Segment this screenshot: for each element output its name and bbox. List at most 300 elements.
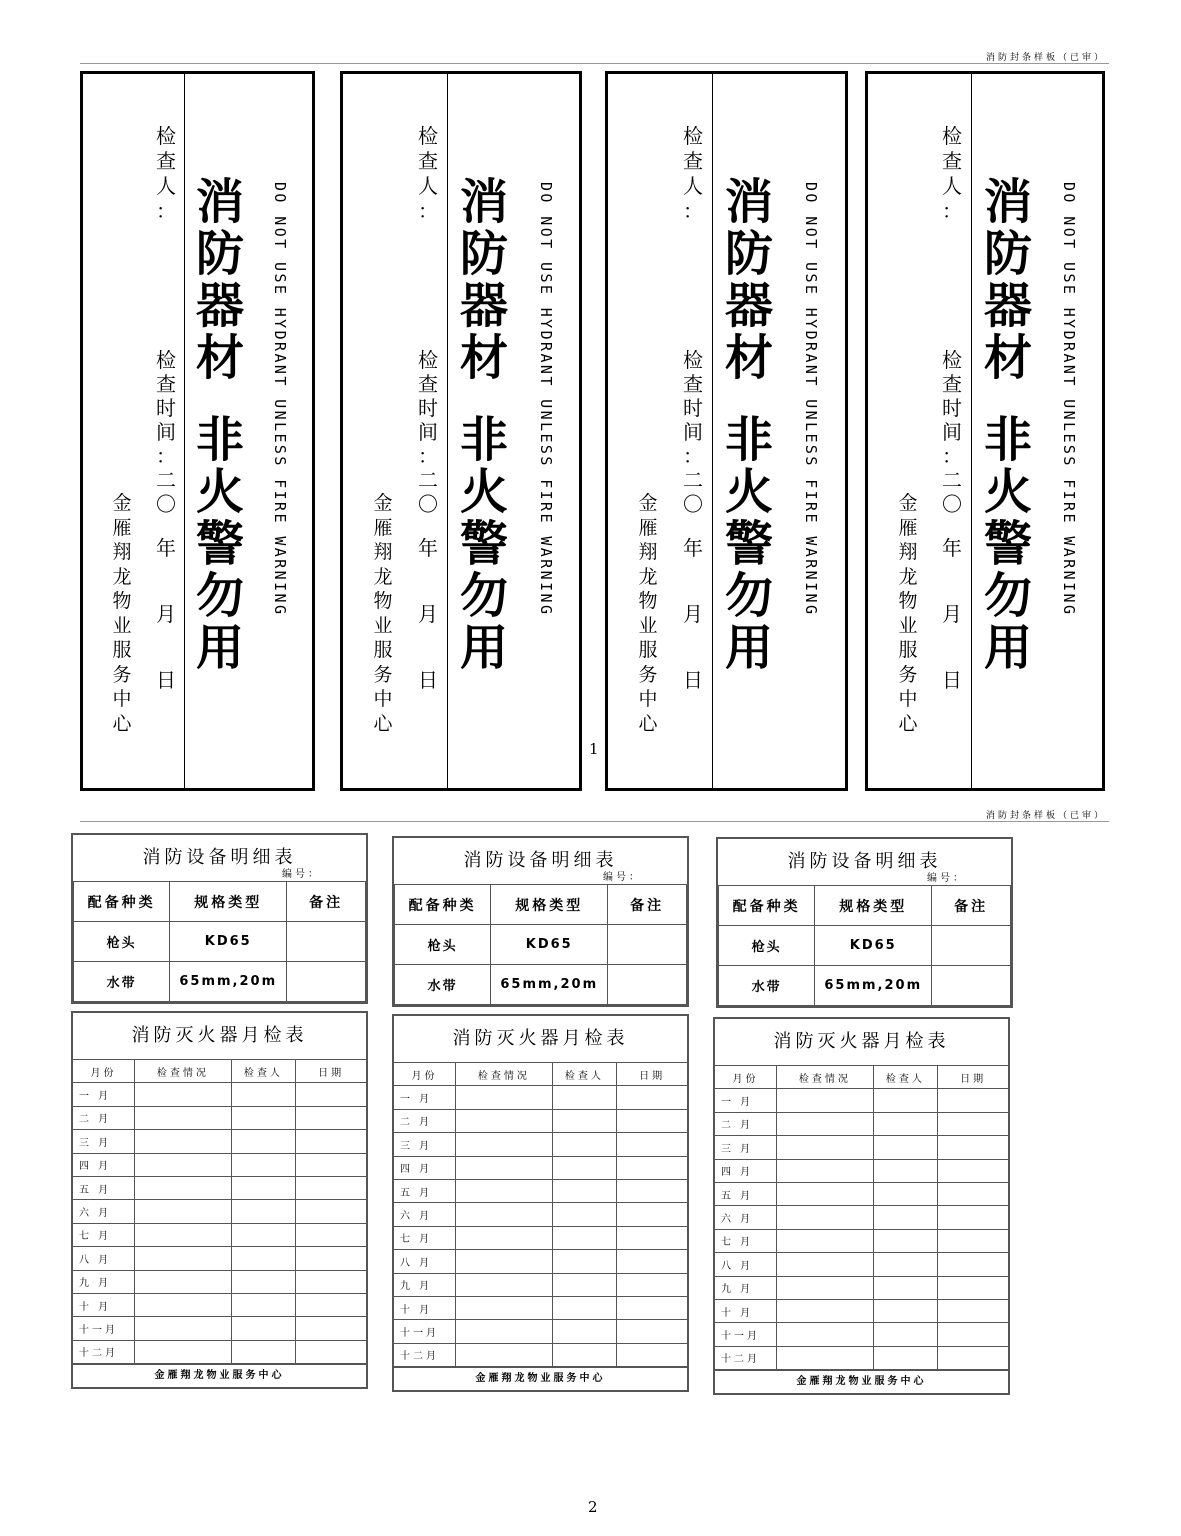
blank-cell[interactable] [617, 1296, 687, 1319]
vertical-char: 检 [683, 124, 703, 148]
blank-cell[interactable] [873, 1323, 937, 1346]
blank-cell[interactable] [456, 1273, 553, 1296]
month-cell: 三 月 [394, 1133, 456, 1156]
blank-cell[interactable] [296, 1293, 366, 1316]
blank-cell[interactable] [456, 1086, 553, 1109]
table-row [715, 1112, 1008, 1135]
table-row [73, 1130, 366, 1153]
blank-cell[interactable] [938, 1112, 1008, 1135]
strip-divider [971, 74, 972, 788]
table-row [73, 1200, 366, 1223]
company-name [372, 494, 394, 739]
blank-cell[interactable] [617, 1320, 687, 1343]
vertical-char: 〇 [942, 492, 962, 516]
header-rule [80, 821, 1109, 822]
company-footer: 金雁翔龙物业服务中心 [715, 1370, 1008, 1393]
blank-cell[interactable] [135, 1130, 232, 1153]
blank-cell[interactable] [777, 1136, 874, 1159]
blank-cell[interactable] [552, 1296, 616, 1319]
blank-cell[interactable] [135, 1317, 232, 1340]
blank-cell[interactable] [456, 1250, 553, 1273]
blank-cell[interactable] [231, 1247, 295, 1270]
vertical-char: 防 [724, 226, 773, 282]
vertical-char: 〇 [683, 492, 703, 516]
vertical-char: 材 [724, 330, 773, 386]
year-label: 年 [683, 536, 703, 560]
vertical-char: 金 [373, 492, 393, 514]
blank-cell[interactable] [938, 1206, 1008, 1229]
column-header: 检查情况 [135, 1060, 232, 1083]
blank-cell[interactable] [938, 1159, 1008, 1182]
month-label: 月 [418, 602, 438, 626]
seal-title [457, 174, 511, 676]
vertical-char: 消 [195, 174, 244, 230]
blank-cell[interactable] [873, 1112, 937, 1135]
blank-cell[interactable] [135, 1153, 232, 1176]
vertical-char: 检 [942, 124, 962, 148]
monthly-check-title: 消防灭火器月检表 [715, 1019, 1008, 1066]
blank-cell[interactable] [777, 1323, 874, 1346]
vertical-char: 防 [983, 226, 1032, 282]
vertical-char: 心 [373, 712, 393, 735]
vertical-char: ： [683, 199, 703, 223]
column-header: 日期 [617, 1063, 687, 1086]
blank-cell[interactable] [231, 1200, 295, 1223]
blank-cell[interactable] [231, 1340, 295, 1363]
strip-divider [712, 74, 713, 788]
column-header: 备注 [932, 886, 1011, 926]
seal-strip [865, 71, 1105, 791]
table-header-row [719, 886, 1011, 926]
blank-cell[interactable] [552, 1156, 616, 1179]
blank-cell[interactable] [873, 1253, 937, 1276]
blank-cell[interactable] [135, 1247, 232, 1270]
monthly-check-grid [394, 1063, 687, 1367]
column-header: 规格类型 [491, 885, 608, 925]
equipment-table-title: 消防设备明细表 [142, 847, 297, 868]
vertical-char: 翔 [638, 541, 658, 563]
blank-cell[interactable] [873, 1136, 937, 1159]
blank-cell[interactable] [231, 1293, 295, 1316]
blank-cell[interactable] [777, 1229, 874, 1252]
vertical-char: 警 [459, 516, 508, 572]
blank-cell[interactable] [873, 1206, 937, 1229]
table-header-row [73, 1060, 366, 1083]
vertical-char: 器 [983, 278, 1032, 334]
blank-cell[interactable] [231, 1083, 295, 1106]
vertical-char: 检 [683, 348, 703, 372]
blank-cell[interactable] [617, 1109, 687, 1132]
blank-cell[interactable] [456, 1133, 553, 1156]
blank-cell[interactable] [231, 1223, 295, 1246]
blank-cell[interactable] [777, 1253, 874, 1276]
page-number: 1 [589, 740, 599, 758]
blank-cell[interactable] [296, 1247, 366, 1270]
blank-cell[interactable] [135, 1223, 232, 1246]
table-row [715, 1089, 1008, 1112]
blank-cell[interactable] [456, 1156, 553, 1179]
vertical-char: ： [156, 444, 176, 468]
seal-strip [340, 71, 582, 791]
column-header: 备注 [287, 882, 366, 922]
month-cell: 九 月 [715, 1276, 777, 1299]
month-cell: 五 月 [73, 1176, 135, 1199]
month-cell: 六 月 [73, 1200, 135, 1223]
vertical-char: 间 [683, 420, 703, 444]
vertical-char: 龙 [373, 565, 393, 588]
vertical-char: 务 [898, 663, 918, 686]
column-header: 配备种类 [74, 882, 170, 922]
table-row [395, 965, 687, 1005]
blank-cell[interactable] [938, 1253, 1008, 1276]
equipment-table [71, 833, 368, 1004]
blank-cell[interactable] [873, 1276, 937, 1299]
vertical-char: 人 [942, 174, 962, 198]
vertical-char: 检 [418, 124, 438, 148]
blank-cell[interactable] [456, 1343, 553, 1366]
vertical-char: 查 [942, 149, 962, 173]
column-header: 月份 [394, 1063, 456, 1086]
monthly-check-grid [73, 1060, 366, 1364]
blank-cell[interactable] [777, 1276, 874, 1299]
blank-cell[interactable] [296, 1223, 366, 1246]
blank-cell[interactable] [456, 1179, 553, 1202]
seal-strip [80, 71, 315, 791]
blank-cell[interactable] [135, 1176, 232, 1199]
blank-cell[interactable] [296, 1130, 366, 1153]
table-row [394, 1203, 687, 1226]
vertical-char: 用 [195, 620, 244, 676]
table-cell: KD65 [815, 926, 932, 966]
day-label: 日 [418, 668, 438, 692]
month-cell: 七 月 [73, 1223, 135, 1246]
vertical-char: 金 [638, 492, 658, 514]
table-row [73, 1083, 366, 1106]
blank-cell[interactable] [617, 1133, 687, 1156]
blank-cell[interactable] [873, 1182, 937, 1205]
vertical-char: 间 [942, 420, 962, 444]
blank-cell[interactable] [231, 1130, 295, 1153]
table-cell [932, 926, 1011, 966]
blank-cell[interactable] [456, 1296, 553, 1319]
blank-cell[interactable] [552, 1343, 616, 1366]
vertical-char: 务 [638, 663, 658, 686]
english-warning: DO NOT USE HYDRANT UNLESS FIRE WARNING [537, 182, 555, 617]
column-header: 备注 [608, 885, 687, 925]
table-cell [287, 962, 366, 1002]
blank-cell[interactable] [296, 1106, 366, 1129]
vertical-char: 检 [942, 348, 962, 372]
vertical-char: 勿 [983, 568, 1032, 624]
seal-title [722, 174, 776, 676]
month-cell: 二 月 [394, 1109, 456, 1132]
vertical-char: 器 [724, 278, 773, 334]
vertical-char: 用 [459, 620, 508, 676]
inspector-label [154, 126, 178, 226]
vertical-char: 业 [112, 614, 132, 637]
month-cell: 八 月 [394, 1250, 456, 1273]
table-row [73, 1247, 366, 1270]
column-header: 配备种类 [395, 885, 491, 925]
header-note: 消防封条样板（已审） [985, 811, 1106, 821]
blank-cell[interactable] [617, 1343, 687, 1366]
table-cell [287, 922, 366, 962]
month-cell: 一 月 [73, 1083, 135, 1106]
column-header: 配备种类 [719, 886, 815, 926]
vertical-char: 雁 [112, 516, 132, 539]
blank-cell[interactable] [777, 1112, 874, 1135]
month-cell: 十 月 [394, 1296, 456, 1319]
table-row [394, 1109, 687, 1132]
vertical-char: 警 [195, 516, 244, 572]
blank-cell[interactable] [617, 1226, 687, 1249]
blank-cell[interactable] [296, 1340, 366, 1363]
month-cell: 十一月 [394, 1320, 456, 1343]
header-rule [80, 63, 1109, 64]
blank-cell[interactable] [231, 1270, 295, 1293]
month-cell: 三 月 [73, 1130, 135, 1153]
vertical-char: 〇 [156, 492, 176, 516]
blank-cell[interactable] [617, 1156, 687, 1179]
vertical-char: 物 [373, 590, 393, 612]
vertical-char: 物 [898, 590, 918, 612]
vertical-char: 翔 [373, 541, 393, 563]
inspector-label [940, 126, 964, 226]
blank-cell[interactable] [552, 1273, 616, 1296]
month-cell: 一 月 [394, 1086, 456, 1109]
table-header-row [394, 1063, 687, 1086]
table-row [394, 1133, 687, 1156]
vertical-char: 火 [724, 464, 773, 520]
blank-cell[interactable] [938, 1229, 1008, 1252]
vertical-char: 消 [724, 174, 773, 230]
table-cell: 65mm,20m [170, 962, 287, 1002]
blank-cell[interactable] [617, 1179, 687, 1202]
blank-cell[interactable] [873, 1089, 937, 1112]
table-row [715, 1299, 1008, 1322]
blank-cell[interactable] [552, 1086, 616, 1109]
blank-cell[interactable] [231, 1317, 295, 1340]
blank-cell[interactable] [777, 1159, 874, 1182]
blank-cell[interactable] [777, 1206, 874, 1229]
blank-cell[interactable] [552, 1226, 616, 1249]
vertical-char: 非 [724, 412, 773, 468]
blank-cell[interactable] [456, 1320, 553, 1343]
table-row [715, 1159, 1008, 1182]
table-row [394, 1250, 687, 1273]
column-header: 规格类型 [815, 886, 932, 926]
vertical-char: 〇 [418, 492, 438, 516]
english-warning: DO NOT USE HYDRANT UNLESS FIRE WARNING [271, 182, 289, 617]
blank-cell[interactable] [777, 1346, 874, 1369]
vertical-char: 心 [898, 712, 918, 735]
table-row [73, 1340, 366, 1363]
column-header: 检查情况 [777, 1066, 874, 1089]
blank-cell[interactable] [617, 1086, 687, 1109]
vertical-char: 火 [983, 464, 1032, 520]
blank-cell[interactable] [135, 1083, 232, 1106]
blank-cell[interactable] [617, 1250, 687, 1273]
month-cell: 七 月 [394, 1226, 456, 1249]
blank-cell[interactable] [296, 1317, 366, 1340]
month-cell: 十二月 [73, 1340, 135, 1363]
blank-cell[interactable] [456, 1109, 553, 1132]
blank-cell[interactable] [938, 1136, 1008, 1159]
vertical-char: 消 [459, 174, 508, 230]
vertical-char: 材 [195, 330, 244, 386]
seal-strip [605, 71, 848, 791]
vertical-char: 服 [638, 639, 658, 661]
vertical-char: ： [156, 199, 176, 223]
blank-cell[interactable] [938, 1323, 1008, 1346]
year-label: 年 [942, 536, 962, 560]
month-label: 月 [683, 602, 703, 626]
table-row [715, 1323, 1008, 1346]
table-row [73, 1293, 366, 1316]
blank-cell[interactable] [552, 1109, 616, 1132]
vertical-char: 务 [112, 663, 132, 686]
blank-cell[interactable] [552, 1203, 616, 1226]
table-row [73, 1176, 366, 1199]
vertical-char: 时 [418, 396, 438, 420]
blank-cell[interactable] [777, 1089, 874, 1112]
vertical-char: 警 [724, 516, 773, 572]
table-row [73, 1153, 366, 1176]
month-cell: 六 月 [715, 1206, 777, 1229]
blank-cell[interactable] [135, 1340, 232, 1363]
inspection-date [940, 350, 964, 694]
blank-cell[interactable] [296, 1270, 366, 1293]
month-cell: 十二月 [715, 1346, 777, 1369]
vertical-char: 中 [112, 688, 132, 710]
blank-cell[interactable] [938, 1299, 1008, 1322]
month-label: 月 [942, 602, 962, 626]
blank-cell[interactable] [617, 1273, 687, 1296]
month-cell: 十二月 [394, 1343, 456, 1366]
equipment-grid [73, 881, 366, 1002]
company-footer: 金雁翔龙物业服务中心 [394, 1367, 687, 1390]
english-warning: DO NOT USE HYDRANT UNLESS FIRE WARNING [1060, 182, 1078, 617]
blank-cell[interactable] [231, 1106, 295, 1129]
column-header: 检查人 [231, 1060, 295, 1083]
vertical-char: 防 [195, 226, 244, 282]
vertical-char: ： [683, 444, 703, 468]
table-row [715, 1346, 1008, 1369]
blank-cell[interactable] [296, 1083, 366, 1106]
equipment-table-title: 消防设备明细表 [463, 850, 618, 871]
year-label: 年 [156, 536, 176, 560]
month-cell: 三 月 [715, 1136, 777, 1159]
month-cell: 五 月 [715, 1182, 777, 1205]
blank-cell[interactable] [135, 1293, 232, 1316]
vertical-char: 雁 [373, 516, 393, 539]
blank-cell[interactable] [938, 1182, 1008, 1205]
blank-cell[interactable] [135, 1106, 232, 1129]
vertical-char: 勿 [195, 568, 244, 624]
table-cell: 水带 [719, 966, 815, 1006]
table-row [73, 1270, 366, 1293]
blank-cell[interactable] [777, 1299, 874, 1322]
month-cell: 二 月 [715, 1112, 777, 1135]
table-row [394, 1296, 687, 1319]
blank-cell[interactable] [231, 1176, 295, 1199]
vertical-char: 检 [156, 348, 176, 372]
blank-cell[interactable] [552, 1250, 616, 1273]
blank-cell[interactable] [135, 1270, 232, 1293]
blank-cell[interactable] [456, 1203, 553, 1226]
serial-number-label: 编号： [927, 873, 966, 884]
inspector-label [416, 126, 440, 226]
blank-cell[interactable] [552, 1133, 616, 1156]
blank-cell[interactable] [873, 1159, 937, 1182]
vertical-char: ： [942, 444, 962, 468]
table-cell: 65mm,20m [815, 966, 932, 1006]
blank-cell[interactable] [873, 1299, 937, 1322]
table-row [74, 962, 366, 1002]
blank-cell[interactable] [938, 1346, 1008, 1369]
month-cell: 九 月 [394, 1273, 456, 1296]
vertical-char: 消 [983, 174, 1032, 230]
vertical-char: 查 [418, 149, 438, 173]
blank-cell[interactable] [552, 1320, 616, 1343]
table-cell [608, 965, 687, 1005]
vertical-char: 金 [898, 492, 918, 514]
vertical-char: 查 [156, 149, 176, 173]
blank-cell[interactable] [552, 1179, 616, 1202]
company-name [637, 494, 659, 739]
month-cell: 四 月 [394, 1156, 456, 1179]
table-row [73, 1223, 366, 1246]
blank-cell[interactable] [873, 1346, 937, 1369]
vertical-char: 非 [459, 412, 508, 468]
vertical-char: 用 [724, 620, 773, 676]
blank-cell[interactable] [777, 1182, 874, 1205]
vertical-char: 火 [459, 464, 508, 520]
month-cell: 八 月 [73, 1247, 135, 1270]
blank-cell[interactable] [938, 1276, 1008, 1299]
blank-cell[interactable] [456, 1226, 553, 1249]
blank-cell[interactable] [135, 1200, 232, 1223]
blank-cell[interactable] [617, 1203, 687, 1226]
blank-cell[interactable] [296, 1176, 366, 1199]
blank-cell[interactable] [938, 1089, 1008, 1112]
company-name [111, 494, 133, 739]
vertical-char: 服 [373, 639, 393, 661]
vertical-char: ： [418, 444, 438, 468]
vertical-char: 查 [683, 372, 703, 396]
blank-cell[interactable] [296, 1200, 366, 1223]
blank-cell[interactable] [231, 1153, 295, 1176]
vertical-char: 雁 [898, 516, 918, 539]
table-cell: 枪头 [395, 925, 491, 965]
table-row [74, 922, 366, 962]
blank-cell[interactable] [296, 1153, 366, 1176]
month-cell: 四 月 [73, 1153, 135, 1176]
month-cell: 十一月 [73, 1317, 135, 1340]
column-header: 检查情况 [456, 1063, 553, 1086]
vertical-char: 业 [638, 614, 658, 637]
vertical-char: 时 [156, 396, 176, 420]
vertical-char: 翔 [112, 541, 132, 563]
vertical-char: ： [942, 199, 962, 223]
vertical-char: 二 [418, 468, 438, 492]
monthly-check-title: 消防灭火器月检表 [73, 1013, 366, 1060]
vertical-char: 查 [942, 372, 962, 396]
blank-cell[interactable] [873, 1229, 937, 1252]
vertical-char: 防 [459, 226, 508, 282]
vertical-char: 检 [156, 124, 176, 148]
vertical-char: 心 [638, 712, 658, 735]
